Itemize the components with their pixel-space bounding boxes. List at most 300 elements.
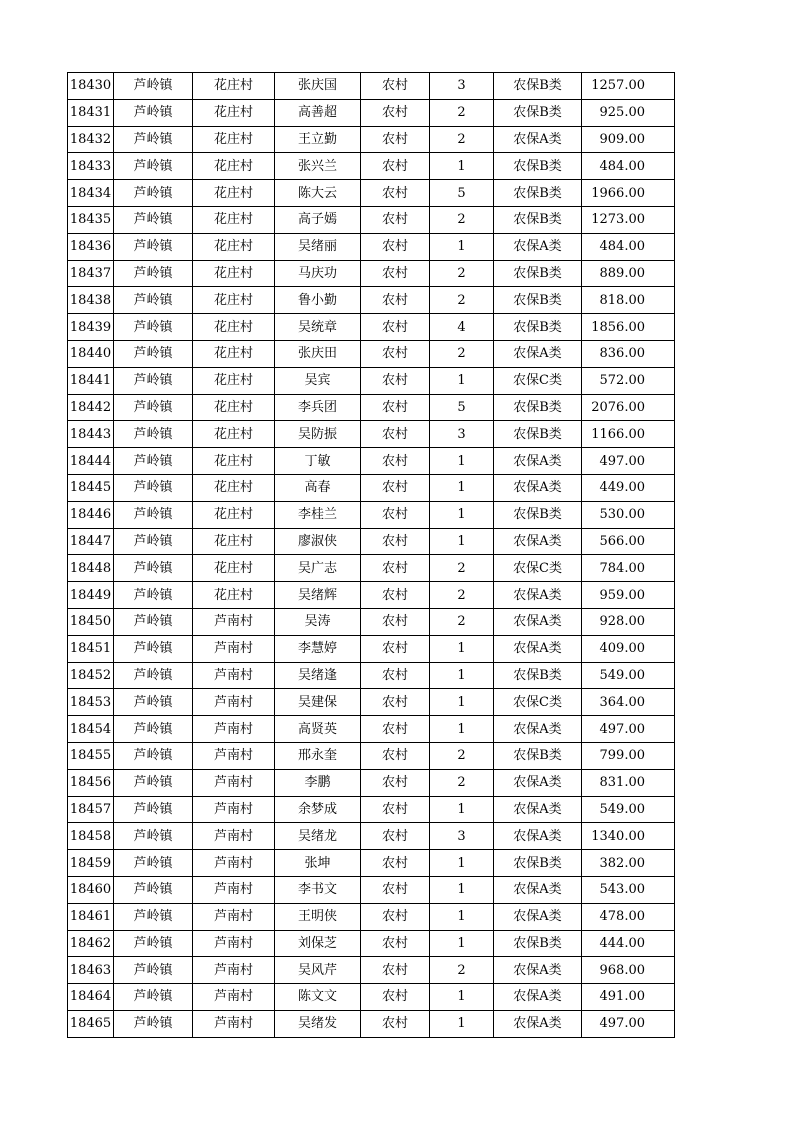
village-cell: 芦南村 xyxy=(193,930,275,957)
member-count-cell: 3 xyxy=(430,421,494,448)
amount-cell: 497.00 xyxy=(582,716,675,743)
town-cell: 芦岭镇 xyxy=(114,555,193,582)
table-row xyxy=(68,474,675,501)
town-cell: 芦岭镇 xyxy=(114,260,193,287)
serial-number-cell: 18431 xyxy=(68,99,114,126)
serial-number-cell: 18448 xyxy=(68,555,114,582)
name-cell: 邢永奎 xyxy=(275,742,361,769)
table-row xyxy=(68,1010,675,1037)
table-row xyxy=(68,206,675,233)
town-cell: 芦岭镇 xyxy=(114,314,193,341)
village-cell: 芦南村 xyxy=(193,984,275,1011)
amount-cell: 530.00 xyxy=(582,501,675,528)
serial-number-cell: 18464 xyxy=(68,984,114,1011)
table-row xyxy=(68,582,675,609)
name-cell: 李鹏 xyxy=(275,769,361,796)
name-cell: 刘保芝 xyxy=(275,930,361,957)
name-cell: 廖淑侠 xyxy=(275,528,361,555)
member-count-cell: 2 xyxy=(430,99,494,126)
serial-number-cell: 18461 xyxy=(68,903,114,930)
household-type-cell: 农村 xyxy=(361,180,430,207)
town-cell: 芦岭镇 xyxy=(114,903,193,930)
amount-cell: 2076.00 xyxy=(582,394,675,421)
amount-cell: 925.00 xyxy=(582,99,675,126)
amount-cell: 566.00 xyxy=(582,528,675,555)
member-count-cell: 3 xyxy=(430,73,494,100)
insurance-category-cell: 农保A类 xyxy=(494,876,582,903)
insurance-category-cell: 农保A类 xyxy=(494,448,582,475)
village-cell: 芦南村 xyxy=(193,796,275,823)
insurance-category-cell: 农保A类 xyxy=(494,823,582,850)
household-type-cell: 农村 xyxy=(361,608,430,635)
member-count-cell: 2 xyxy=(430,957,494,984)
amount-cell: 784.00 xyxy=(582,555,675,582)
village-cell: 花庄村 xyxy=(193,582,275,609)
household-type-cell: 农村 xyxy=(361,716,430,743)
table-row xyxy=(68,635,675,662)
serial-number-cell: 18453 xyxy=(68,689,114,716)
insurance-category-cell: 农保B类 xyxy=(494,206,582,233)
town-cell: 芦岭镇 xyxy=(114,742,193,769)
town-cell: 芦岭镇 xyxy=(114,582,193,609)
table-row xyxy=(68,769,675,796)
village-cell: 花庄村 xyxy=(193,555,275,582)
subsidy-roster-table xyxy=(67,72,675,1038)
amount-cell: 484.00 xyxy=(582,233,675,260)
amount-cell: 799.00 xyxy=(582,742,675,769)
table-row xyxy=(68,608,675,635)
amount-cell: 497.00 xyxy=(582,1010,675,1037)
table-row xyxy=(68,180,675,207)
insurance-category-cell: 农保A类 xyxy=(494,582,582,609)
village-cell: 花庄村 xyxy=(193,73,275,100)
member-count-cell: 1 xyxy=(430,233,494,260)
member-count-cell: 1 xyxy=(430,1010,494,1037)
table-row xyxy=(68,984,675,1011)
town-cell: 芦岭镇 xyxy=(114,1010,193,1037)
household-type-cell: 农村 xyxy=(361,769,430,796)
member-count-cell: 5 xyxy=(430,394,494,421)
town-cell: 芦岭镇 xyxy=(114,689,193,716)
household-type-cell: 农村 xyxy=(361,501,430,528)
table-row xyxy=(68,501,675,528)
table-row xyxy=(68,662,675,689)
member-count-cell: 1 xyxy=(430,850,494,877)
village-cell: 芦南村 xyxy=(193,876,275,903)
name-cell: 高贤英 xyxy=(275,716,361,743)
table-row xyxy=(68,742,675,769)
serial-number-cell: 18443 xyxy=(68,421,114,448)
name-cell: 张兴兰 xyxy=(275,153,361,180)
serial-number-cell: 18455 xyxy=(68,742,114,769)
household-type-cell: 农村 xyxy=(361,528,430,555)
household-type-cell: 农村 xyxy=(361,73,430,100)
table-row xyxy=(68,689,675,716)
name-cell: 张庆国 xyxy=(275,73,361,100)
village-cell: 芦南村 xyxy=(193,1010,275,1037)
insurance-category-cell: 农保A类 xyxy=(494,608,582,635)
member-count-cell: 2 xyxy=(430,340,494,367)
household-type-cell: 农村 xyxy=(361,930,430,957)
insurance-category-cell: 农保A类 xyxy=(494,233,582,260)
village-cell: 花庄村 xyxy=(193,180,275,207)
village-cell: 花庄村 xyxy=(193,501,275,528)
amount-cell: 909.00 xyxy=(582,126,675,153)
town-cell: 芦岭镇 xyxy=(114,99,193,126)
village-cell: 花庄村 xyxy=(193,528,275,555)
amount-cell: 831.00 xyxy=(582,769,675,796)
name-cell: 吴绪发 xyxy=(275,1010,361,1037)
town-cell: 芦岭镇 xyxy=(114,501,193,528)
serial-number-cell: 18445 xyxy=(68,474,114,501)
town-cell: 芦岭镇 xyxy=(114,528,193,555)
table-row xyxy=(68,957,675,984)
name-cell: 李书文 xyxy=(275,876,361,903)
town-cell: 芦岭镇 xyxy=(114,73,193,100)
town-cell: 芦岭镇 xyxy=(114,367,193,394)
amount-cell: 478.00 xyxy=(582,903,675,930)
village-cell: 芦南村 xyxy=(193,608,275,635)
name-cell: 余梦成 xyxy=(275,796,361,823)
name-cell: 吴绪丽 xyxy=(275,233,361,260)
town-cell: 芦岭镇 xyxy=(114,153,193,180)
member-count-cell: 1 xyxy=(430,984,494,1011)
town-cell: 芦岭镇 xyxy=(114,957,193,984)
household-type-cell: 农村 xyxy=(361,206,430,233)
town-cell: 芦岭镇 xyxy=(114,608,193,635)
member-count-cell: 4 xyxy=(430,314,494,341)
insurance-category-cell: 农保A类 xyxy=(494,903,582,930)
serial-number-cell: 18435 xyxy=(68,206,114,233)
serial-number-cell: 18462 xyxy=(68,930,114,957)
table-row xyxy=(68,850,675,877)
name-cell: 李兵团 xyxy=(275,394,361,421)
town-cell: 芦岭镇 xyxy=(114,206,193,233)
household-type-cell: 农村 xyxy=(361,153,430,180)
insurance-category-cell: 农保B类 xyxy=(494,421,582,448)
name-cell: 李桂兰 xyxy=(275,501,361,528)
village-cell: 芦南村 xyxy=(193,716,275,743)
serial-number-cell: 18454 xyxy=(68,716,114,743)
village-cell: 花庄村 xyxy=(193,340,275,367)
insurance-category-cell: 农保A类 xyxy=(494,635,582,662)
name-cell: 马庆功 xyxy=(275,260,361,287)
amount-cell: 444.00 xyxy=(582,930,675,957)
member-count-cell: 2 xyxy=(430,287,494,314)
insurance-category-cell: 农保B类 xyxy=(494,180,582,207)
member-count-cell: 1 xyxy=(430,474,494,501)
table-row xyxy=(68,287,675,314)
amount-cell: 549.00 xyxy=(582,662,675,689)
village-cell: 芦南村 xyxy=(193,823,275,850)
household-type-cell: 农村 xyxy=(361,233,430,260)
insurance-category-cell: 农保B类 xyxy=(494,153,582,180)
serial-number-cell: 18438 xyxy=(68,287,114,314)
name-cell: 吴绪逢 xyxy=(275,662,361,689)
insurance-category-cell: 农保A类 xyxy=(494,716,582,743)
table-row xyxy=(68,555,675,582)
village-cell: 花庄村 xyxy=(193,206,275,233)
table-row xyxy=(68,930,675,957)
table-row xyxy=(68,73,675,100)
name-cell: 吴广志 xyxy=(275,555,361,582)
amount-cell: 928.00 xyxy=(582,608,675,635)
insurance-category-cell: 农保B类 xyxy=(494,501,582,528)
insurance-category-cell: 农保B类 xyxy=(494,260,582,287)
village-cell: 花庄村 xyxy=(193,153,275,180)
serial-number-cell: 18432 xyxy=(68,126,114,153)
amount-cell: 497.00 xyxy=(582,448,675,475)
insurance-category-cell: 农保B类 xyxy=(494,394,582,421)
member-count-cell: 1 xyxy=(430,930,494,957)
household-type-cell: 农村 xyxy=(361,421,430,448)
insurance-category-cell: 农保A类 xyxy=(494,340,582,367)
town-cell: 芦岭镇 xyxy=(114,233,193,260)
amount-cell: 889.00 xyxy=(582,260,675,287)
household-type-cell: 农村 xyxy=(361,742,430,769)
member-count-cell: 1 xyxy=(430,689,494,716)
household-type-cell: 农村 xyxy=(361,448,430,475)
table-row xyxy=(68,528,675,555)
serial-number-cell: 18465 xyxy=(68,1010,114,1037)
village-cell: 芦南村 xyxy=(193,689,275,716)
serial-number-cell: 18451 xyxy=(68,635,114,662)
amount-cell: 1340.00 xyxy=(582,823,675,850)
insurance-category-cell: 农保A类 xyxy=(494,769,582,796)
town-cell: 芦岭镇 xyxy=(114,421,193,448)
serial-number-cell: 18433 xyxy=(68,153,114,180)
table-row xyxy=(68,394,675,421)
amount-cell: 409.00 xyxy=(582,635,675,662)
insurance-category-cell: 农保B类 xyxy=(494,73,582,100)
member-count-cell: 2 xyxy=(430,555,494,582)
member-count-cell: 2 xyxy=(430,126,494,153)
name-cell: 陈大云 xyxy=(275,180,361,207)
serial-number-cell: 18456 xyxy=(68,769,114,796)
roster-body xyxy=(68,73,675,1038)
household-type-cell: 农村 xyxy=(361,984,430,1011)
village-cell: 花庄村 xyxy=(193,287,275,314)
household-type-cell: 农村 xyxy=(361,314,430,341)
town-cell: 芦岭镇 xyxy=(114,448,193,475)
member-count-cell: 2 xyxy=(430,608,494,635)
household-type-cell: 农村 xyxy=(361,850,430,877)
town-cell: 芦岭镇 xyxy=(114,635,193,662)
name-cell: 吴防振 xyxy=(275,421,361,448)
member-count-cell: 2 xyxy=(430,260,494,287)
town-cell: 芦岭镇 xyxy=(114,180,193,207)
household-type-cell: 农村 xyxy=(361,555,430,582)
household-type-cell: 农村 xyxy=(361,1010,430,1037)
town-cell: 芦岭镇 xyxy=(114,340,193,367)
serial-number-cell: 18440 xyxy=(68,340,114,367)
insurance-category-cell: 农保B类 xyxy=(494,742,582,769)
village-cell: 芦南村 xyxy=(193,742,275,769)
village-cell: 芦南村 xyxy=(193,769,275,796)
table-row xyxy=(68,153,675,180)
amount-cell: 572.00 xyxy=(582,367,675,394)
name-cell: 张庆田 xyxy=(275,340,361,367)
serial-number-cell: 18430 xyxy=(68,73,114,100)
insurance-category-cell: 农保B类 xyxy=(494,662,582,689)
village-cell: 花庄村 xyxy=(193,99,275,126)
member-count-cell: 1 xyxy=(430,876,494,903)
member-count-cell: 1 xyxy=(430,635,494,662)
insurance-category-cell: 农保A类 xyxy=(494,474,582,501)
town-cell: 芦岭镇 xyxy=(114,850,193,877)
insurance-category-cell: 农保B类 xyxy=(494,930,582,957)
name-cell: 丁敏 xyxy=(275,448,361,475)
table-row xyxy=(68,823,675,850)
table-row xyxy=(68,448,675,475)
town-cell: 芦岭镇 xyxy=(114,796,193,823)
member-count-cell: 2 xyxy=(430,769,494,796)
table-row xyxy=(68,367,675,394)
table-row xyxy=(68,903,675,930)
household-type-cell: 农村 xyxy=(361,367,430,394)
village-cell: 芦南村 xyxy=(193,850,275,877)
insurance-category-cell: 农保A类 xyxy=(494,126,582,153)
insurance-category-cell: 农保C类 xyxy=(494,689,582,716)
insurance-category-cell: 农保B类 xyxy=(494,99,582,126)
village-cell: 花庄村 xyxy=(193,260,275,287)
name-cell: 高春 xyxy=(275,474,361,501)
table-row xyxy=(68,233,675,260)
serial-number-cell: 18460 xyxy=(68,876,114,903)
insurance-category-cell: 农保A类 xyxy=(494,528,582,555)
insurance-category-cell: 农保C类 xyxy=(494,367,582,394)
town-cell: 芦岭镇 xyxy=(114,287,193,314)
amount-cell: 491.00 xyxy=(582,984,675,1011)
town-cell: 芦岭镇 xyxy=(114,474,193,501)
member-count-cell: 2 xyxy=(430,742,494,769)
serial-number-cell: 18439 xyxy=(68,314,114,341)
household-type-cell: 农村 xyxy=(361,474,430,501)
town-cell: 芦岭镇 xyxy=(114,823,193,850)
amount-cell: 836.00 xyxy=(582,340,675,367)
table-row xyxy=(68,796,675,823)
member-count-cell: 3 xyxy=(430,823,494,850)
member-count-cell: 1 xyxy=(430,662,494,689)
household-type-cell: 农村 xyxy=(361,582,430,609)
member-count-cell: 1 xyxy=(430,528,494,555)
insurance-category-cell: 农保A类 xyxy=(494,796,582,823)
name-cell: 高善超 xyxy=(275,99,361,126)
member-count-cell: 1 xyxy=(430,796,494,823)
amount-cell: 549.00 xyxy=(582,796,675,823)
household-type-cell: 农村 xyxy=(361,796,430,823)
member-count-cell: 1 xyxy=(430,367,494,394)
town-cell: 芦岭镇 xyxy=(114,126,193,153)
amount-cell: 1966.00 xyxy=(582,180,675,207)
member-count-cell: 1 xyxy=(430,903,494,930)
member-count-cell: 1 xyxy=(430,153,494,180)
village-cell: 芦南村 xyxy=(193,662,275,689)
name-cell: 陈文文 xyxy=(275,984,361,1011)
village-cell: 花庄村 xyxy=(193,367,275,394)
serial-number-cell: 18447 xyxy=(68,528,114,555)
insurance-category-cell: 农保B类 xyxy=(494,287,582,314)
amount-cell: 543.00 xyxy=(582,876,675,903)
household-type-cell: 农村 xyxy=(361,340,430,367)
insurance-category-cell: 农保B类 xyxy=(494,314,582,341)
name-cell: 张坤 xyxy=(275,850,361,877)
member-count-cell: 1 xyxy=(430,501,494,528)
household-type-cell: 农村 xyxy=(361,823,430,850)
insurance-category-cell: 农保A类 xyxy=(494,957,582,984)
table-row xyxy=(68,716,675,743)
name-cell: 吴绪辉 xyxy=(275,582,361,609)
name-cell: 王明侠 xyxy=(275,903,361,930)
village-cell: 芦南村 xyxy=(193,635,275,662)
town-cell: 芦岭镇 xyxy=(114,769,193,796)
insurance-category-cell: 农保B类 xyxy=(494,850,582,877)
serial-number-cell: 18436 xyxy=(68,233,114,260)
member-count-cell: 2 xyxy=(430,206,494,233)
table-row xyxy=(68,876,675,903)
amount-cell: 364.00 xyxy=(582,689,675,716)
member-count-cell: 1 xyxy=(430,448,494,475)
amount-cell: 449.00 xyxy=(582,474,675,501)
table-row xyxy=(68,314,675,341)
member-count-cell: 5 xyxy=(430,180,494,207)
serial-number-cell: 18434 xyxy=(68,180,114,207)
name-cell: 吴绪龙 xyxy=(275,823,361,850)
serial-number-cell: 18463 xyxy=(68,957,114,984)
serial-number-cell: 18446 xyxy=(68,501,114,528)
serial-number-cell: 18457 xyxy=(68,796,114,823)
amount-cell: 1166.00 xyxy=(582,421,675,448)
name-cell: 鲁小勤 xyxy=(275,287,361,314)
town-cell: 芦岭镇 xyxy=(114,662,193,689)
village-cell: 花庄村 xyxy=(193,233,275,260)
serial-number-cell: 18437 xyxy=(68,260,114,287)
name-cell: 李慧婷 xyxy=(275,635,361,662)
serial-number-cell: 18452 xyxy=(68,662,114,689)
household-type-cell: 农村 xyxy=(361,99,430,126)
serial-number-cell: 18441 xyxy=(68,367,114,394)
town-cell: 芦岭镇 xyxy=(114,984,193,1011)
insurance-category-cell: 农保C类 xyxy=(494,555,582,582)
table-row xyxy=(68,99,675,126)
amount-cell: 818.00 xyxy=(582,287,675,314)
amount-cell: 484.00 xyxy=(582,153,675,180)
name-cell: 吴宾 xyxy=(275,367,361,394)
household-type-cell: 农村 xyxy=(361,126,430,153)
village-cell: 芦南村 xyxy=(193,957,275,984)
serial-number-cell: 18449 xyxy=(68,582,114,609)
table-row xyxy=(68,421,675,448)
amount-cell: 1273.00 xyxy=(582,206,675,233)
serial-number-cell: 18450 xyxy=(68,608,114,635)
serial-number-cell: 18442 xyxy=(68,394,114,421)
amount-cell: 959.00 xyxy=(582,582,675,609)
serial-number-cell: 18444 xyxy=(68,448,114,475)
village-cell: 花庄村 xyxy=(193,474,275,501)
name-cell: 吴风芹 xyxy=(275,957,361,984)
household-type-cell: 农村 xyxy=(361,662,430,689)
village-cell: 花庄村 xyxy=(193,421,275,448)
member-count-cell: 2 xyxy=(430,582,494,609)
table-row xyxy=(68,260,675,287)
amount-cell: 1856.00 xyxy=(582,314,675,341)
amount-cell: 382.00 xyxy=(582,850,675,877)
household-type-cell: 农村 xyxy=(361,876,430,903)
name-cell: 吴涛 xyxy=(275,608,361,635)
town-cell: 芦岭镇 xyxy=(114,716,193,743)
table-row xyxy=(68,340,675,367)
household-type-cell: 农村 xyxy=(361,287,430,314)
